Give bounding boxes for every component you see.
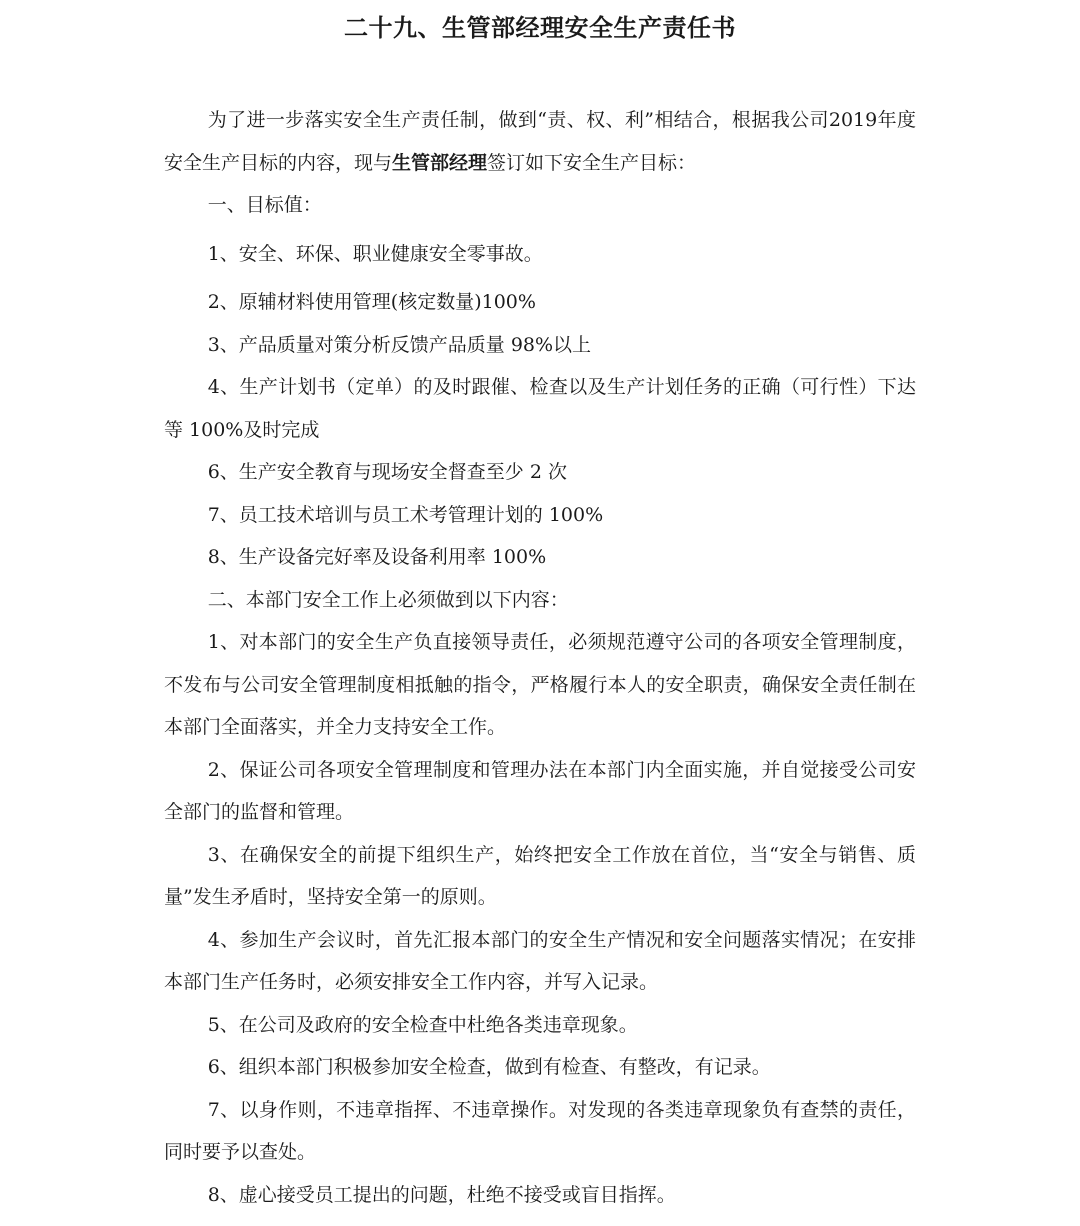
intro-paragraph (164, 99, 916, 184)
duty-item: 3、在确保安全的前提下组织生产，始终把安全工作放在首位，当“安全与销售、质量”发生矛盾时，坚持安全第一的原则。 (164, 843, 916, 908)
intro-text: 为了进一步落实安全生产责任制，做到“责、权、利”相结合，根据我公司2019年度安全生产目标的内容，现与 (164, 109, 916, 174)
duty-item: 8、虚心接受员工提出的问题，杜绝不接受或盲目指挥。 (207, 1183, 676, 1206)
duty-item: 2、保证公司各项安全管理制度和管理办法在本部门内全面实施，并自觉接受公司安全部门的监督和管理。 (164, 758, 916, 823)
section-2-heading: 二、本部门安全工作上必须做到以下内容： (207, 588, 569, 611)
duty-item: 4、参加生产会议时，首先汇报本部门的安全生产情况和安全问题落实情况；在安排本部门生产任务时，必须安排安全工作内容，并写入记录。 (164, 928, 916, 993)
duty-item: 7、以身作则，不违章指挥、不违章操作。对发现的各类违章现象负有查禁的责任，同时要予以查处。 (164, 1098, 916, 1163)
intro-text-end: 签订如下安全生产目标： (487, 151, 697, 174)
target-item: 4、生产计划书（定单）的及时跟催、检查以及生产计划任务的正确（可行性）下达等 100%及时完成 (164, 376, 916, 441)
target-item: 6、生产安全教育与现场安全督查至少 2 次 (207, 461, 567, 483)
target-item: 8、生产设备完好率及设备利用率 100% (207, 546, 547, 568)
target-item: 3、产品质量对策分析反馈产品质量 98%以上 (207, 333, 592, 356)
target-item: 1、安全、环保、职业健康安全零事故。 (207, 242, 543, 265)
duty-item: 1、对本部门的安全生产负直接领导责任，必须规范遵守公司的各项安全管理制度，不发布与公司安全管理制度相抵触的指令，严格履行本人的安全职责，确保安全责任制在本部门全面落实，并全力支持安全工作。 (164, 631, 916, 738)
duty-item: 5、在公司及政府的安全检查中杜绝各类违章现象。 (207, 1013, 638, 1036)
section-1-heading: 一、目标值： (207, 194, 322, 216)
document-title: 二十九、生管部经理安全生产责任书 (344, 14, 736, 42)
intro-party-name: 生管部经理 (392, 151, 488, 174)
target-item: 7、员工技术培训与员工术考管理计划的 100% (207, 503, 604, 526)
target-item: 2、原辅材料使用管理(核定数量)100% (207, 291, 536, 313)
document-body (164, 99, 916, 1216)
duty-item: 6、组织本部门积极参加安全检查，做到有检查、有整改，有记录。 (207, 1056, 771, 1078)
